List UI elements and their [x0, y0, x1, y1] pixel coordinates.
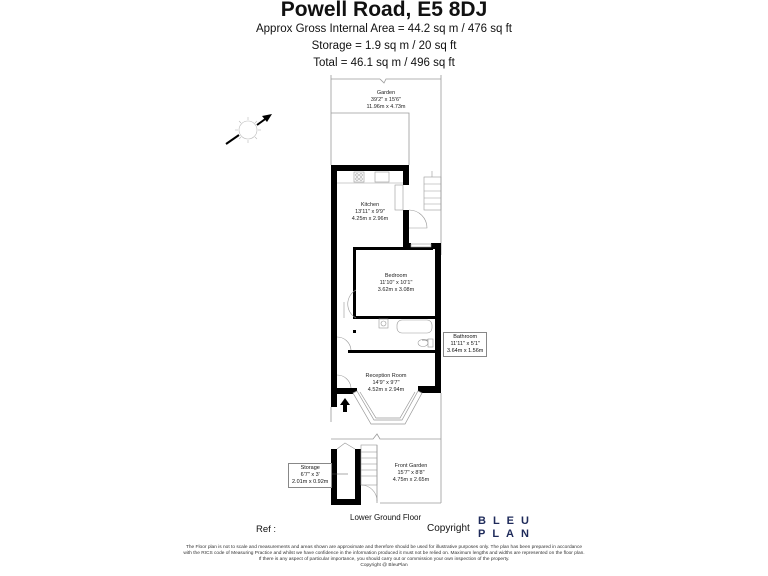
- gross-internal-area: Approx Gross Internal Area = 44.2 sq m / 476 sq ft: [255, 23, 512, 35]
- room-label-reception: [366, 373, 407, 394]
- disclaimer: [0, 545, 768, 569]
- room-imperial: 39'2" x 15'6": [370, 97, 402, 103]
- storage-area: Storage = 1.9 sq m / 20 sq ft: [311, 40, 457, 52]
- disclaimer-line: with the RICS code of Measuring Practice and whilst we have confidence in the information produced it must not be relied on. Maximum lengths and widths are represented on the floor plan.: [183, 551, 585, 556]
- room-name: Reception Room: [365, 373, 407, 379]
- floor-name: Lower Ground Floor: [350, 513, 422, 522]
- room-metric: 3.64m x 1.56m: [447, 348, 484, 354]
- property-title: Powell Road, E5 8DJ: [280, 0, 488, 21]
- ref-label: Ref :: [256, 524, 277, 535]
- room-label-front-garden: [393, 463, 429, 484]
- entrance-arrow-icon: [340, 398, 350, 412]
- brand-logo: [478, 515, 536, 541]
- bedroom-window: [411, 244, 431, 247]
- bathroom-fittings: [379, 319, 433, 347]
- bay-window: [353, 391, 422, 424]
- room-name: Bedroom: [384, 273, 408, 279]
- room-metric: 2.01m x 0.92m: [292, 479, 329, 485]
- garden-stairs: [424, 171, 441, 210]
- room-metric: 4.52m x 2.94m: [367, 387, 405, 393]
- room-name: Front Garden: [394, 463, 428, 469]
- room-label-garden: [366, 90, 405, 111]
- brand-line-2: PLAN: [478, 528, 536, 540]
- disclaimer-line: If there is any aspect of particular importance, you should carry out or commission your own inspection of the property.: [258, 557, 510, 562]
- room-name: Bathroom: [453, 334, 478, 340]
- room-name: Garden: [376, 90, 396, 96]
- room-label-storage: [288, 463, 332, 488]
- copyright-label: Copyright: [427, 523, 470, 534]
- room-name: Kitchen: [360, 202, 380, 208]
- room-imperial: 13'11" x 9'9": [355, 209, 385, 215]
- reception-doors: [337, 337, 351, 388]
- room-imperial: 15'7" x 8'8": [397, 470, 425, 476]
- room-label-bedroom: [378, 273, 414, 294]
- room-label-kitchen: [352, 202, 388, 223]
- room-metric: 4.25m x 2.96m: [351, 216, 389, 222]
- disclaimer-line: The Floor plan is not to scale and measurements and areas shown are approximate and therefore should be used for illustrative purposes only. The plan has been prepared in accordance: [185, 545, 583, 550]
- room-imperial: 11'10" x 10'1": [379, 280, 413, 286]
- room-name: Storage: [300, 465, 320, 471]
- brand-line-1: BLEU: [478, 515, 536, 527]
- front-garden-outline: [331, 393, 441, 503]
- room-imperial: 14'9" x 9'7": [372, 380, 400, 386]
- room-metric: 3.62m x 3.08m: [377, 287, 415, 293]
- disclaimer-line: Copyright @ BleuPlan: [360, 563, 408, 568]
- total-area: Total = 46.1 sq m / 496 sq ft: [313, 57, 455, 69]
- room-imperial: 11'11" x 5'1": [450, 341, 480, 347]
- room-imperial: 6'7" x 3': [300, 472, 320, 478]
- storage-walls: [331, 449, 361, 505]
- room-metric: 11.96m x 4.73m: [366, 104, 406, 110]
- room-metric: 4.75m x 2.65m: [392, 477, 430, 483]
- compass-icon: [226, 114, 272, 144]
- room-label-bathroom: [443, 332, 487, 357]
